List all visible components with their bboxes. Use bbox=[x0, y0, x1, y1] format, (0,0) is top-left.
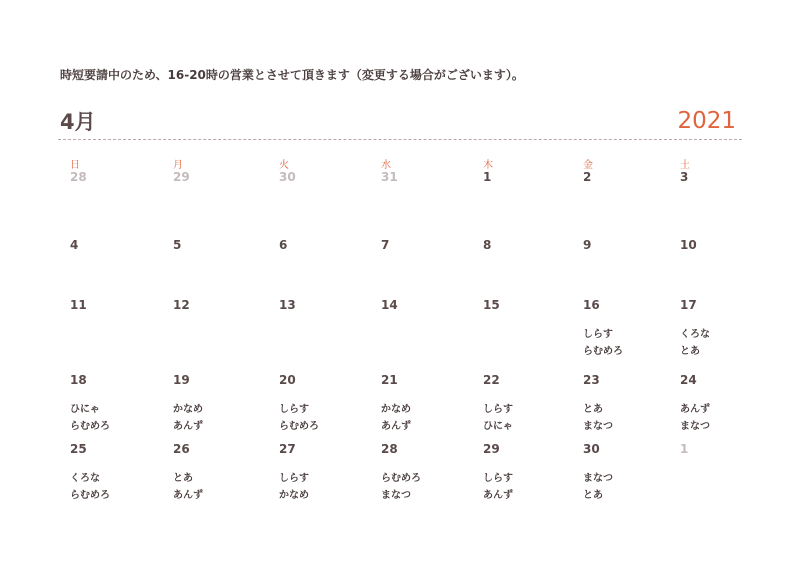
day-number: 20 bbox=[279, 373, 296, 387]
staff-list bbox=[583, 470, 613, 504]
day-cell bbox=[279, 298, 296, 312]
staff-list bbox=[279, 470, 309, 504]
day-cell bbox=[381, 170, 398, 184]
day-number: 19 bbox=[173, 373, 190, 387]
staff-name: とあ bbox=[680, 346, 700, 357]
day-cell bbox=[483, 170, 491, 184]
staff-list bbox=[583, 326, 623, 360]
staff-name: とあ bbox=[173, 473, 193, 484]
day-number: 14 bbox=[381, 298, 398, 312]
day-number: 16 bbox=[583, 298, 600, 312]
weekday-sun: 日 bbox=[70, 160, 80, 171]
day-cell bbox=[279, 373, 319, 435]
day-number: 21 bbox=[381, 373, 398, 387]
day-cell bbox=[583, 373, 613, 435]
calendar-grid bbox=[70, 170, 770, 530]
day-number: 31 bbox=[381, 170, 398, 184]
staff-name: しらす bbox=[583, 329, 613, 340]
staff-list bbox=[680, 326, 710, 360]
day-number: 12 bbox=[173, 298, 190, 312]
day-number: 10 bbox=[680, 238, 697, 252]
day-number: 17 bbox=[680, 298, 697, 312]
day-cell bbox=[483, 238, 491, 252]
day-number: 2 bbox=[583, 170, 592, 184]
day-cell bbox=[381, 238, 389, 252]
staff-name: あんず bbox=[173, 490, 203, 501]
year-title: 2021 bbox=[677, 108, 736, 134]
notice-text: 時短要請中のため、16-20時の営業とさせて頂きます（変更する場合がございます）。 bbox=[60, 68, 524, 82]
day-cell bbox=[680, 238, 697, 252]
day-cell bbox=[173, 298, 190, 312]
staff-name: らむめろ bbox=[583, 346, 623, 357]
month-title: 4月 bbox=[60, 110, 96, 134]
day-cell bbox=[483, 442, 513, 504]
staff-name: まなつ bbox=[381, 490, 411, 501]
staff-name: らむめろ bbox=[381, 473, 421, 484]
staff-name: しらす bbox=[483, 404, 513, 415]
day-cell bbox=[583, 238, 591, 252]
day-cell bbox=[173, 238, 181, 252]
staff-list bbox=[70, 470, 110, 504]
weekday-wed: 水 bbox=[381, 160, 391, 171]
staff-name: かなめ bbox=[173, 404, 203, 415]
staff-list bbox=[173, 470, 203, 504]
weekday-tue: 火 bbox=[279, 160, 289, 171]
day-number: 13 bbox=[279, 298, 296, 312]
day-number: 28 bbox=[70, 170, 87, 184]
day-number: 15 bbox=[483, 298, 500, 312]
staff-list bbox=[381, 401, 411, 435]
staff-list bbox=[483, 401, 513, 435]
day-cell bbox=[680, 442, 688, 456]
weekday-sat: 土 bbox=[680, 160, 690, 171]
weekday-header bbox=[70, 156, 770, 170]
staff-name: あんず bbox=[680, 404, 710, 415]
header-divider bbox=[58, 139, 742, 140]
day-number: 6 bbox=[279, 238, 288, 252]
day-cell bbox=[680, 170, 688, 184]
staff-name: くろな bbox=[680, 329, 710, 340]
day-cell bbox=[70, 442, 110, 504]
staff-name: らむめろ bbox=[279, 421, 319, 432]
staff-name: まなつ bbox=[680, 421, 710, 432]
day-cell bbox=[483, 373, 513, 435]
day-number: 1 bbox=[483, 170, 492, 184]
day-cell bbox=[173, 373, 203, 435]
staff-name: しらす bbox=[279, 404, 309, 415]
day-number: 11 bbox=[70, 298, 87, 312]
day-number: 29 bbox=[173, 170, 190, 184]
day-number: 23 bbox=[583, 373, 600, 387]
day-cell bbox=[680, 373, 710, 435]
day-cell bbox=[279, 238, 287, 252]
day-cell bbox=[381, 373, 411, 435]
staff-name: あんず bbox=[483, 490, 513, 501]
day-number: 27 bbox=[279, 442, 296, 456]
day-cell bbox=[70, 298, 87, 312]
staff-list bbox=[680, 401, 710, 435]
day-number: 24 bbox=[680, 373, 697, 387]
day-number: 28 bbox=[381, 442, 398, 456]
day-number: 22 bbox=[483, 373, 500, 387]
staff-name: かなめ bbox=[279, 490, 309, 501]
staff-name: とあ bbox=[583, 404, 603, 415]
staff-list bbox=[483, 470, 513, 504]
weekday-thu: 木 bbox=[483, 160, 493, 171]
day-cell bbox=[583, 170, 591, 184]
staff-name: しらす bbox=[279, 473, 309, 484]
day-cell bbox=[381, 298, 398, 312]
day-cell bbox=[70, 238, 78, 252]
staff-list bbox=[583, 401, 613, 435]
day-cell bbox=[279, 170, 296, 184]
day-cell bbox=[381, 442, 421, 504]
day-cell bbox=[70, 170, 87, 184]
day-cell bbox=[70, 373, 110, 435]
weekday-mon: 月 bbox=[173, 160, 183, 171]
day-number: 25 bbox=[70, 442, 87, 456]
day-number: 9 bbox=[583, 238, 592, 252]
day-number: 7 bbox=[381, 238, 390, 252]
weekday-fri: 金 bbox=[583, 160, 593, 171]
day-cell bbox=[583, 442, 613, 504]
day-cell bbox=[173, 170, 190, 184]
staff-list bbox=[279, 401, 319, 435]
day-number: 29 bbox=[483, 442, 500, 456]
day-number: 26 bbox=[173, 442, 190, 456]
staff-name: まなつ bbox=[583, 421, 613, 432]
staff-name: らむめろ bbox=[70, 421, 110, 432]
staff-name: とあ bbox=[583, 490, 603, 501]
staff-name: ひにゃ bbox=[483, 421, 513, 432]
day-number: 8 bbox=[483, 238, 492, 252]
day-number: 18 bbox=[70, 373, 87, 387]
day-number: 4 bbox=[70, 238, 79, 252]
day-number: 5 bbox=[173, 238, 182, 252]
day-number: 3 bbox=[680, 170, 689, 184]
day-cell bbox=[279, 442, 309, 504]
staff-name: ひにゃ bbox=[70, 404, 100, 415]
staff-name: くろな bbox=[70, 473, 100, 484]
staff-name: あんず bbox=[381, 421, 411, 432]
day-cell bbox=[680, 298, 710, 360]
staff-list bbox=[381, 470, 421, 504]
staff-name: あんず bbox=[173, 421, 203, 432]
staff-name: しらす bbox=[483, 473, 513, 484]
day-number: 30 bbox=[279, 170, 296, 184]
day-cell bbox=[583, 298, 623, 360]
staff-list bbox=[173, 401, 203, 435]
day-number: 1 bbox=[680, 442, 689, 456]
staff-name: まなつ bbox=[583, 473, 613, 484]
day-cell bbox=[173, 442, 203, 504]
day-number: 30 bbox=[583, 442, 600, 456]
staff-name: らむめろ bbox=[70, 490, 110, 501]
day-cell bbox=[483, 298, 500, 312]
staff-name: かなめ bbox=[381, 404, 411, 415]
staff-list bbox=[70, 401, 110, 435]
